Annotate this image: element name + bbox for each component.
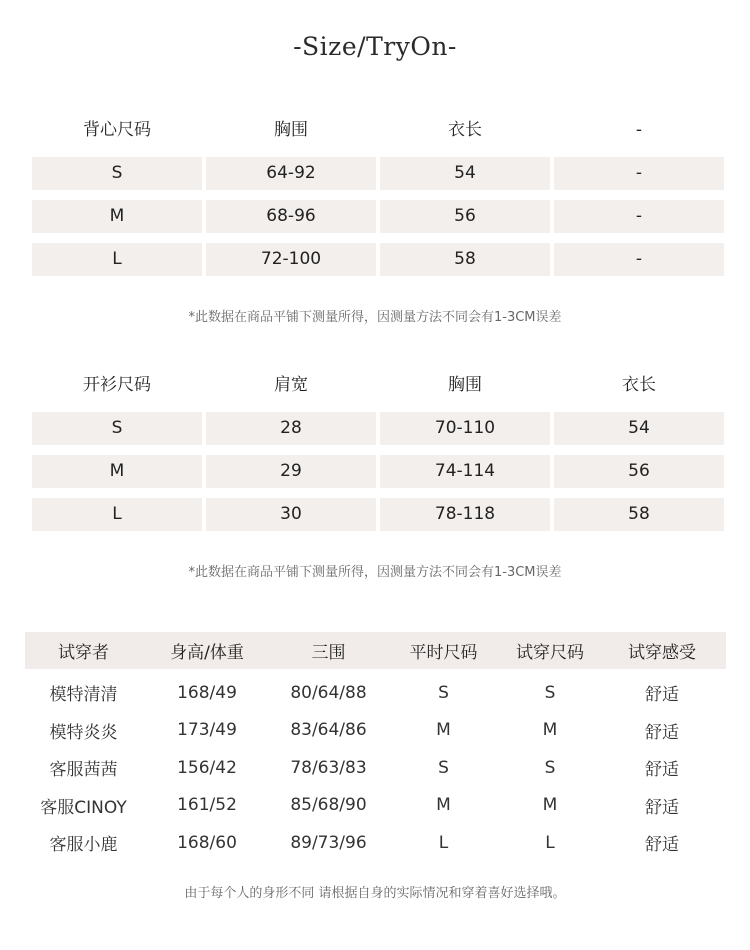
table-cell: 30 (206, 498, 376, 531)
table-cell: M (32, 455, 202, 488)
table-cell: 58 (554, 498, 724, 531)
table-row (32, 498, 724, 531)
table-cell: 54 (554, 412, 724, 445)
table-cell: 70-110 (380, 412, 550, 445)
table-cell: L (32, 243, 202, 276)
header-cell: 胸围 (448, 375, 482, 395)
table-cell: 74-114 (380, 455, 550, 488)
table-cell: M (436, 795, 451, 816)
table-cell: S (544, 757, 556, 778)
table-cell: 58 (380, 243, 550, 276)
measurement-note: *此数据在商品平铺下测量所得，因测量方法不同会有1-3CM误差 (188, 565, 562, 580)
table-cell: - (554, 157, 724, 190)
table-cell: 78/63/83 (290, 757, 367, 778)
table-cell: 83/64/86 (290, 720, 367, 741)
table-row (25, 712, 726, 750)
header-cell: 试穿尺码 (516, 643, 584, 663)
table-cell: 客服CINOY (40, 797, 127, 818)
table-header-row (32, 114, 724, 147)
table-row (32, 243, 724, 276)
table-cell: 客服茜茜 (49, 760, 118, 781)
cardigan-size-table (32, 369, 724, 541)
table-cell: M (542, 720, 558, 741)
table-cell: 80/64/88 (290, 682, 367, 703)
table-cell: 客服小鹿 (49, 835, 118, 856)
table-cell: 56 (380, 200, 550, 233)
table-cell: 156/42 (177, 757, 237, 778)
table-cell: 舒适 (645, 835, 679, 856)
table-row (25, 824, 726, 862)
table-cell: S (438, 682, 449, 703)
table-cell: 68-96 (206, 200, 376, 233)
header-cell: 开衫尺码 (83, 375, 151, 395)
table-cell: 89/73/96 (290, 832, 367, 853)
header-cell: 试穿感受 (628, 643, 696, 663)
table-row (25, 787, 726, 825)
table-cell: 舒适 (645, 685, 679, 706)
table-header-row (25, 632, 726, 669)
header-cell: 衣长 (622, 375, 656, 395)
table-cell: 85/68/90 (290, 795, 367, 816)
header-cell: 肩宽 (274, 375, 308, 395)
table-cell: S (544, 682, 556, 703)
table-header-row (32, 369, 724, 402)
header-cell: 试穿者 (58, 643, 109, 663)
table-row (25, 674, 726, 712)
vest-size-table (32, 114, 724, 286)
table-cell: 54 (380, 157, 550, 190)
table-cell: S (438, 757, 449, 778)
header-cell: 身高/体重 (170, 643, 244, 663)
header-cell: 三围 (311, 643, 346, 663)
header-cell: 背心尺码 (83, 120, 151, 140)
table-cell: 72-100 (206, 243, 376, 276)
table-cell: 模特清清 (49, 685, 118, 706)
table-cell: 舒适 (645, 760, 679, 781)
table-cell: L (32, 498, 202, 531)
header-cell: 胸围 (274, 120, 308, 140)
table-cell: 168/49 (177, 682, 237, 703)
table-cell: 舒适 (645, 797, 679, 818)
table-cell: - (554, 200, 724, 233)
table-row (25, 749, 726, 787)
table-cell: - (554, 243, 724, 276)
measurement-note: *此数据在商品平铺下测量所得，因测量方法不同会有1-3CM误差 (188, 310, 562, 325)
table-cell: 64-92 (206, 157, 376, 190)
table-cell: L (438, 832, 449, 853)
table-cell: 29 (206, 455, 376, 488)
page-title: -Size/TryOn- (293, 32, 457, 61)
table-cell: 模特炎炎 (49, 722, 118, 743)
table-cell: 28 (206, 412, 376, 445)
table-cell: M (542, 795, 558, 816)
table-cell: S (32, 157, 202, 190)
table-cell: 78-118 (380, 498, 550, 531)
tryon-table (25, 632, 726, 862)
table-cell: 161/52 (177, 795, 237, 816)
footer-note: 由于每个人的身形不同 请根据自身的实际情况和穿着喜好选择哦。 (184, 886, 566, 901)
table-cell: 168/60 (177, 832, 237, 853)
table-cell: S (32, 412, 202, 445)
table-cell: M (32, 200, 202, 233)
table-cell: 舒适 (645, 722, 679, 743)
table-cell: 56 (554, 455, 724, 488)
table-row (32, 412, 724, 445)
table-row (32, 200, 724, 233)
header-cell: 平时尺码 (409, 643, 478, 663)
table-row (32, 157, 724, 190)
table-cell: M (436, 720, 451, 741)
header-cell: 衣长 (448, 120, 482, 140)
table-cell: L (545, 832, 555, 853)
table-row (32, 455, 724, 488)
table-cell: 173/49 (177, 720, 237, 741)
header-cell: - (635, 120, 643, 140)
